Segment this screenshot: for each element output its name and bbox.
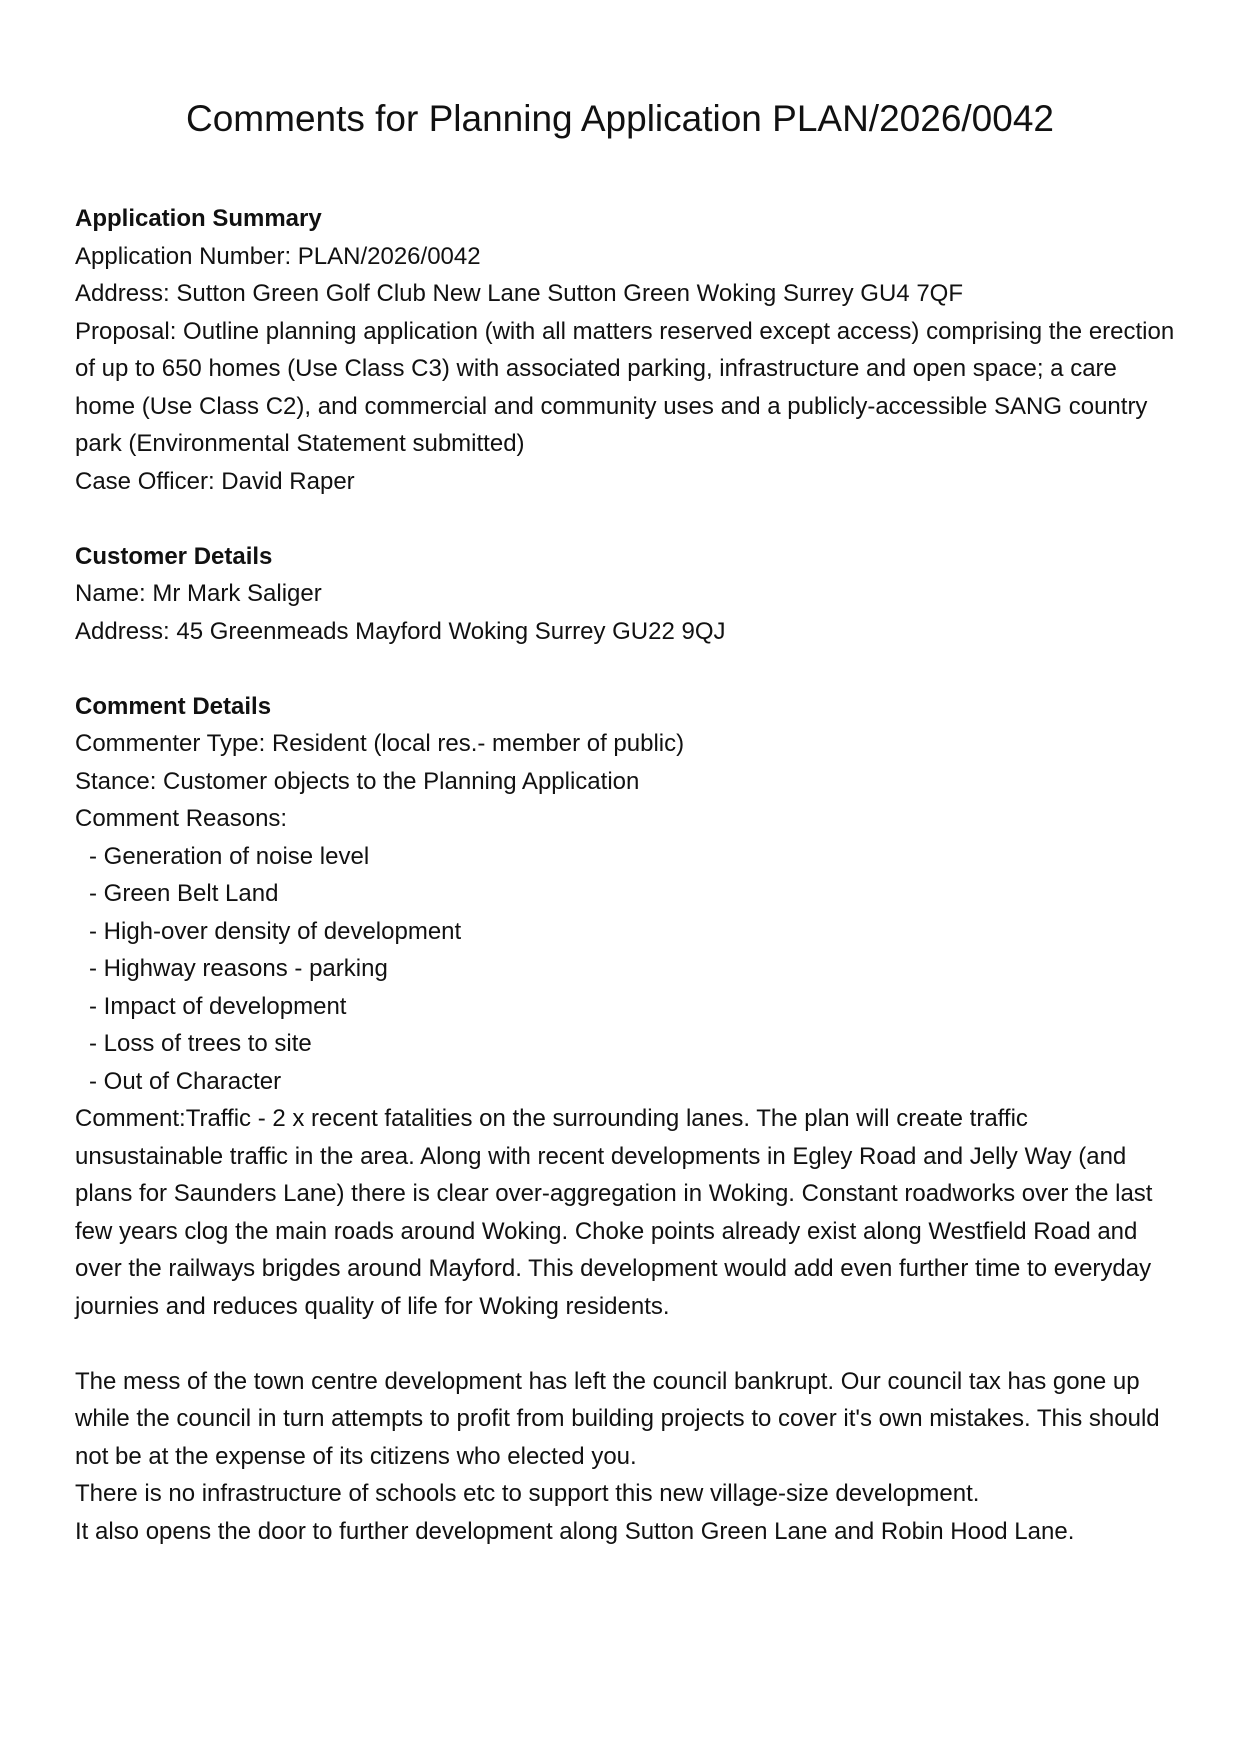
section-gap (75, 500, 1175, 538)
comment-reasons-label: Comment Reasons: (75, 805, 288, 832)
comment-reason-item: - High-over density of development (89, 917, 462, 945)
comment-paragraph-4: It also opens the door to further development along Sutton Green Lane and Robin Hood Lane. (75, 1517, 1075, 1545)
application-number: Application Number: PLAN/2026/0042 (75, 242, 481, 270)
document-content (75, 200, 1175, 1550)
section-gap (75, 650, 1175, 688)
application-address: Address: Sutton Green Golf Club New Lane Sutton Green Woking Surrey GU4 7QF (75, 280, 963, 307)
comment-paragraph-3: There is no infrastructure of schools etc to support this new village-size development. (75, 1480, 980, 1507)
customer-details-section (75, 538, 1175, 651)
comment-reason-item: - Highway reasons - parking (89, 955, 388, 982)
application-summary-heading: Application Summary (75, 205, 322, 232)
page-title: Comments for Planning Application PLAN/2026/0042 (186, 98, 1054, 139)
comment-reason-item: - Out of Character (89, 1067, 282, 1095)
comment-paragraph-2: The mess of the town centre development has left the council bankrupt. Our council tax has gone up while the council in turn attempts to profit from building projects to cover it's own mistakes. This should not be at the expense of its citizens who elected you. (75, 1367, 1160, 1470)
comment-reason-item: - Impact of development (89, 992, 347, 1020)
commenter-type: Commenter Type: Resident (local res.- member of public) (75, 730, 685, 757)
comment-details-section (75, 688, 1175, 1551)
customer-address: Address: 45 Greenmeads Mayford Woking Surrey GU22 9QJ (75, 617, 726, 645)
customer-name: Name: Mr Mark Saliger (75, 580, 322, 607)
comment-reason-item: - Green Belt Land (89, 880, 279, 907)
application-summary-section (75, 200, 1175, 500)
stance: Stance: Customer objects to the Planning Application (75, 767, 640, 795)
comment-details-heading: Comment Details (75, 692, 272, 720)
case-officer: Case Officer: David Raper (75, 467, 355, 495)
comment-paragraph-1: Comment:Traffic - 2 x recent fatalities on the surrounding lanes. The plan will create traffic unsustainable traffic in the area. Along with recent developments in Egley Road and Jelly Way (and plans for Saunders Lane) there is clear over-aggregation in Woking. Constant roadworks over the last few years clog the main roads around Woking. Choke points already exist along Westfield Road and over the railways brigdes around Mayford. This development would add even further time to everyday journies and reduces quality of life for Woking residents. (75, 1105, 1153, 1320)
comment-reason-item: - Loss of trees to site (89, 1030, 312, 1057)
customer-details-heading: Customer Details (75, 542, 273, 570)
comment-reason-item: - Generation of noise level (89, 842, 370, 870)
comment-reasons-list (75, 838, 1175, 1101)
paragraph-gap (75, 1325, 1175, 1363)
application-proposal: Proposal: Outline planning application (with all matters reserved except access) comprising the erection of up to 650 homes (Use Class C3) with associated parking, infrastructure and open space; a care home (Use Class C2), and commercial and community uses and a publicly-accessible SANG country park (Environmental Statement submitted) (75, 317, 1175, 457)
